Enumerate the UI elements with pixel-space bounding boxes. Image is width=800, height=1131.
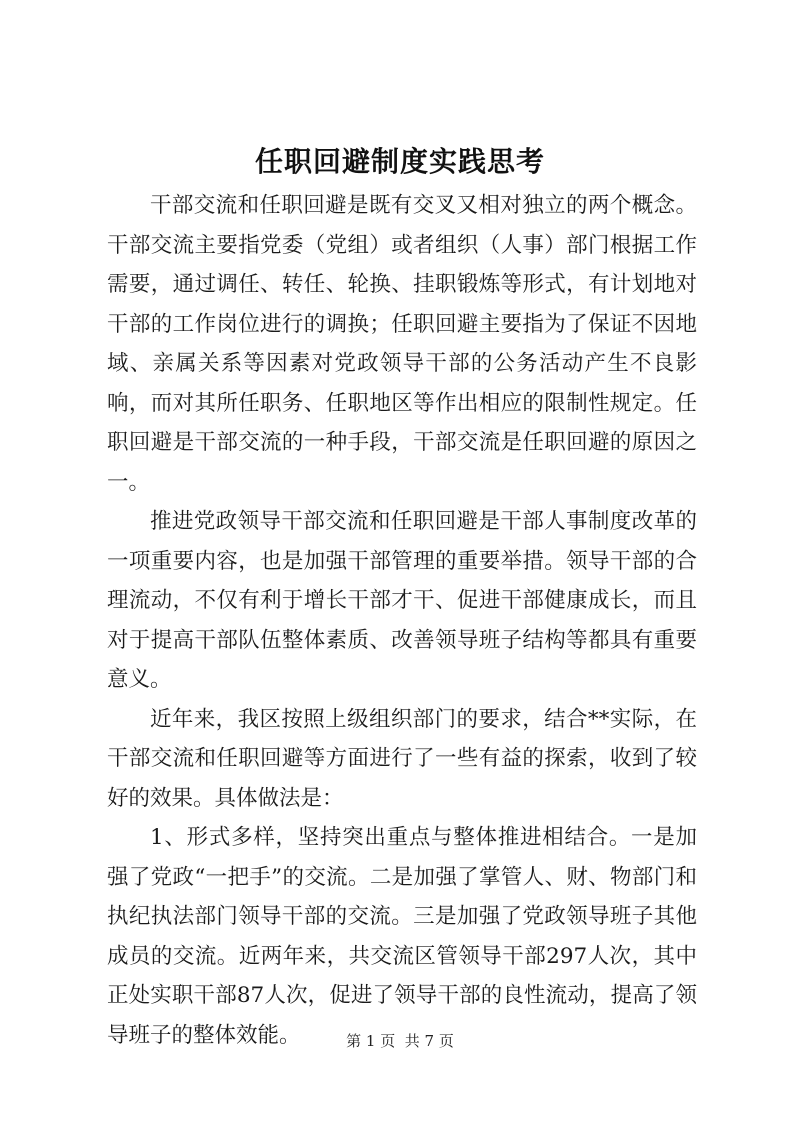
document-body bbox=[107, 186, 697, 1055]
paragraph-3: 近年来，我区按照上级组织部门的要求，结合**实际，在干部交流和任职回避等方面进行了一些有益的探索，收到了较好的效果。具体做法是： bbox=[107, 706, 697, 811]
page-number-label: 第 1 页 共 7 页 bbox=[346, 1032, 454, 1050]
paragraph-2: 推进党政领导干部交流和任职回避是干部人事制度改革的一项重要内容，也是加强干部管理的重要举措。领导干部的合理流动，不仅有利于增长干部才干、促进干部健康成长，而且对于提高干部队伍整体素质、改善领导班子结构等都具有重要意义。 bbox=[107, 509, 697, 692]
document-title: 任职回避制度实践思考 bbox=[254, 145, 545, 178]
paragraph-1: 干部交流和任职回避是既有交叉又相对独立的两个概念。干部交流主要指党委（党组）或者组织（人事）部门根据工作需要，通过调任、转任、轮换、挂职锻炼等形式，有计划地对干部的工作岗位进行的调换；任职回避主要指为了保证不因地域、亲属关系等因素对党政领导干部的公务活动产生不良影响，而对其所任职务、任职地区等作出相应的限制性规定。任职回避是干部交流的一种手段，干部交流是任职回避的原因之一。 bbox=[107, 193, 697, 495]
paragraph-4: 1、形式多样，坚持突出重点与整体推进相结合。一是加强了党政“一把手”的交流。二是加强了掌管人、财、物部门和执纪执法部门领导干部的交流。三是加强了党政领导班子其他成员的交流。近两年来，共交流区管领导干部297人次，其中正处实职干部87人次，促进了领导干部的良性流动，提高了领导班子的整体效能。 bbox=[107, 825, 697, 1048]
page-footer bbox=[0, 1030, 800, 1052]
